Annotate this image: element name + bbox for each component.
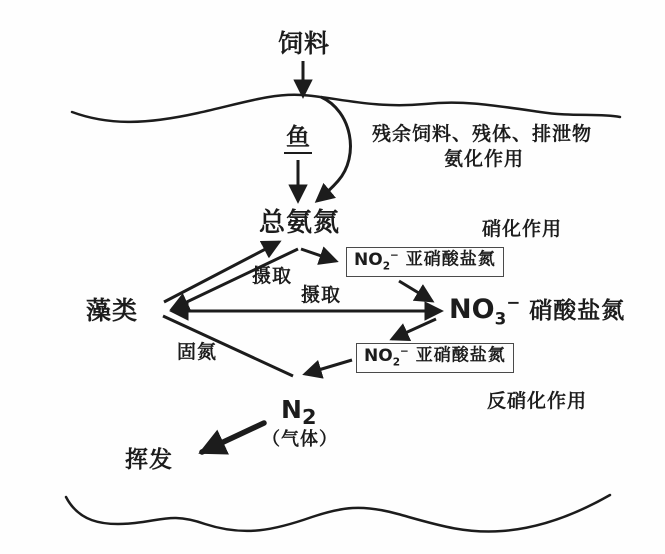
uptake-label-upper: 摄取 — [252, 265, 293, 287]
n2-to-volatilization-arrow — [202, 423, 264, 452]
fish-label: 鱼 — [284, 123, 312, 154]
residual-waste-label: 残余饲料、残体、排泄物 — [372, 123, 593, 145]
nitrite-bottom-name: 亚硝酸盐氮 — [408, 345, 506, 366]
nitrite-top-name: 亚硝酸盐氮 — [398, 249, 496, 270]
nitrate-formula: $NO_3^-$ — [449, 292, 521, 329]
feed-label: 饲料 — [278, 29, 331, 58]
denitrification-label: 反硝化作用 — [487, 390, 588, 412]
nitrification-label: 硝化作用 — [482, 218, 563, 240]
uptake-label-mid: 摄取 — [301, 284, 342, 306]
algae-label: 藻类 — [86, 296, 139, 325]
volatilization-label: 挥发 — [125, 447, 173, 473]
ammonification-label: 氨化作用 — [444, 148, 525, 170]
nitrite-top-formula: $NO_2^-$ — [354, 249, 399, 273]
n2-label: $N_2$ — [281, 395, 317, 429]
gas-label: （气体） — [262, 429, 338, 450]
waste-to-ammonia-curved-arrow — [317, 97, 350, 201]
nitrate-name: 硝酸盐氮 — [520, 298, 626, 324]
nitrite-to-n2-arrow — [305, 360, 352, 374]
ammonia-to-nitrite-arrow — [301, 249, 336, 261]
nitrate-to-nitrite-arrow — [392, 319, 436, 339]
nitrite-to-nitrate-arrow — [399, 281, 432, 301]
water-bottom-line — [66, 495, 610, 532]
nitrogen-fixation-label: 固氮 — [177, 341, 218, 363]
water-surface-line — [72, 95, 620, 122]
nitrite-bottom-formula: $NO_2^-$ — [364, 345, 409, 369]
nitrite-box-bottom — [356, 343, 514, 373]
nitrate-label — [449, 293, 625, 328]
total-ammonia-label: 总氨氮 — [259, 208, 341, 238]
nitrite-box-top — [346, 247, 504, 277]
